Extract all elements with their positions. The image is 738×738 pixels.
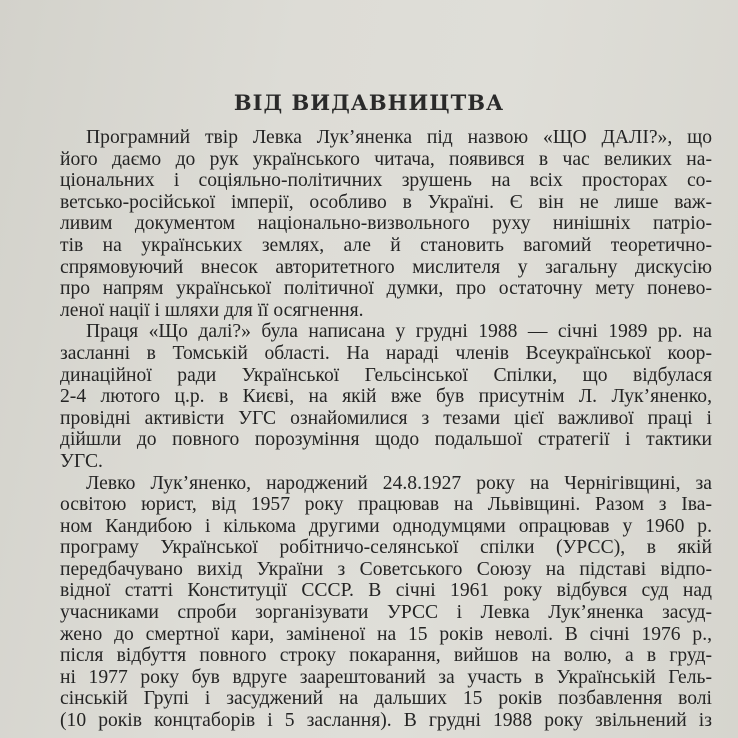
text-line: Левко Лук’яненко, народжений 24.8.1927 року на Чернігівщині, за bbox=[86, 472, 712, 494]
text-line: передбачувано вихід України з Советського Союзу на підставі відпо- bbox=[60, 558, 712, 580]
text-line: ливим документом національно-визвольного руху нинішніх патріо- bbox=[60, 213, 712, 235]
text-line: леної нації і шляхи для її осягнення. bbox=[60, 299, 364, 321]
text-line: про напрям української політичної думки, про остаточну мету понево- bbox=[60, 278, 712, 300]
text-line: спрямовуючий внесок авторитетного мислителя у загальну дискусію bbox=[60, 256, 712, 278]
text-line: жено до смертної кари, заміненої на 15 років неволі. В січні 1976 р., bbox=[60, 623, 712, 645]
text-line: (10 років концтаборів і 5 заслання). В грудні 1988 року звільнений із bbox=[60, 710, 712, 732]
text-line: дійшли до повного порозуміння щодо подальшої стратегії і тактики bbox=[60, 429, 712, 451]
text-line: освітою юрист, від 1957 року працював на Львівщині. Разом з Іва- bbox=[60, 494, 712, 516]
text-line: після відбуття повного строку покарання, вийшов на волю, а в груд- bbox=[60, 645, 712, 667]
text-line: сінській Групі і засуджений на дальших 15 років позбавлення волі bbox=[60, 688, 712, 710]
text-line: УГС. bbox=[60, 450, 103, 472]
text-line: програму Української робітничо-селянської спілки (УРСС), в якій bbox=[60, 537, 712, 559]
body-text bbox=[60, 127, 712, 732]
text-line: Праця «Що далі?» була написана у грудні 1988 — січні 1989 рр. на bbox=[86, 321, 712, 343]
text-line: ціональних і соціяльно-політичних зрушень на всіх просторах со- bbox=[60, 170, 712, 192]
text-line: динаційної ради Української Гельсінської Спілки, що відбулася bbox=[60, 364, 712, 386]
text-line: провідні активісти УГС ознайомилися з тезами цієї важливої праці і bbox=[60, 407, 712, 429]
text-line: 2-4 лютого ц.р. в Києві, на якій вже був присутнім Л. Лук’яненко, bbox=[60, 386, 712, 408]
text-line: Програмний твір Левка Лук’яненка під назвою «ЩО ДАЛІ?», що bbox=[86, 127, 712, 148]
text-line: учасниками спроби зорганізувати УРСС і Левка Лук’яненка засуд- bbox=[60, 602, 712, 624]
text-line: його даємо до рук українського читача, появився в час великих на- bbox=[60, 148, 712, 170]
text-line: ні 1977 року був вдруге заарештований за участь в Українській Гель- bbox=[60, 666, 712, 688]
page-heading: ВІД ВИДАВНИЦТВА bbox=[233, 90, 505, 115]
text-line: ном Кандибою і кількома другими однодумцями опрацював у 1960 р. bbox=[60, 515, 712, 537]
text-line: тів на українських землях, але й становить вагомий теоретично- bbox=[60, 234, 712, 256]
text-line: ветсько-російської імперії, особливо в Україні. Є він не лише важ- bbox=[60, 191, 712, 213]
text-line: засланні в Томській області. На нараді членів Всеукраїнської коор- bbox=[60, 342, 712, 364]
text-line: відної статті Конституції СССР. В січні 1961 року відбувся суд над bbox=[60, 580, 712, 602]
